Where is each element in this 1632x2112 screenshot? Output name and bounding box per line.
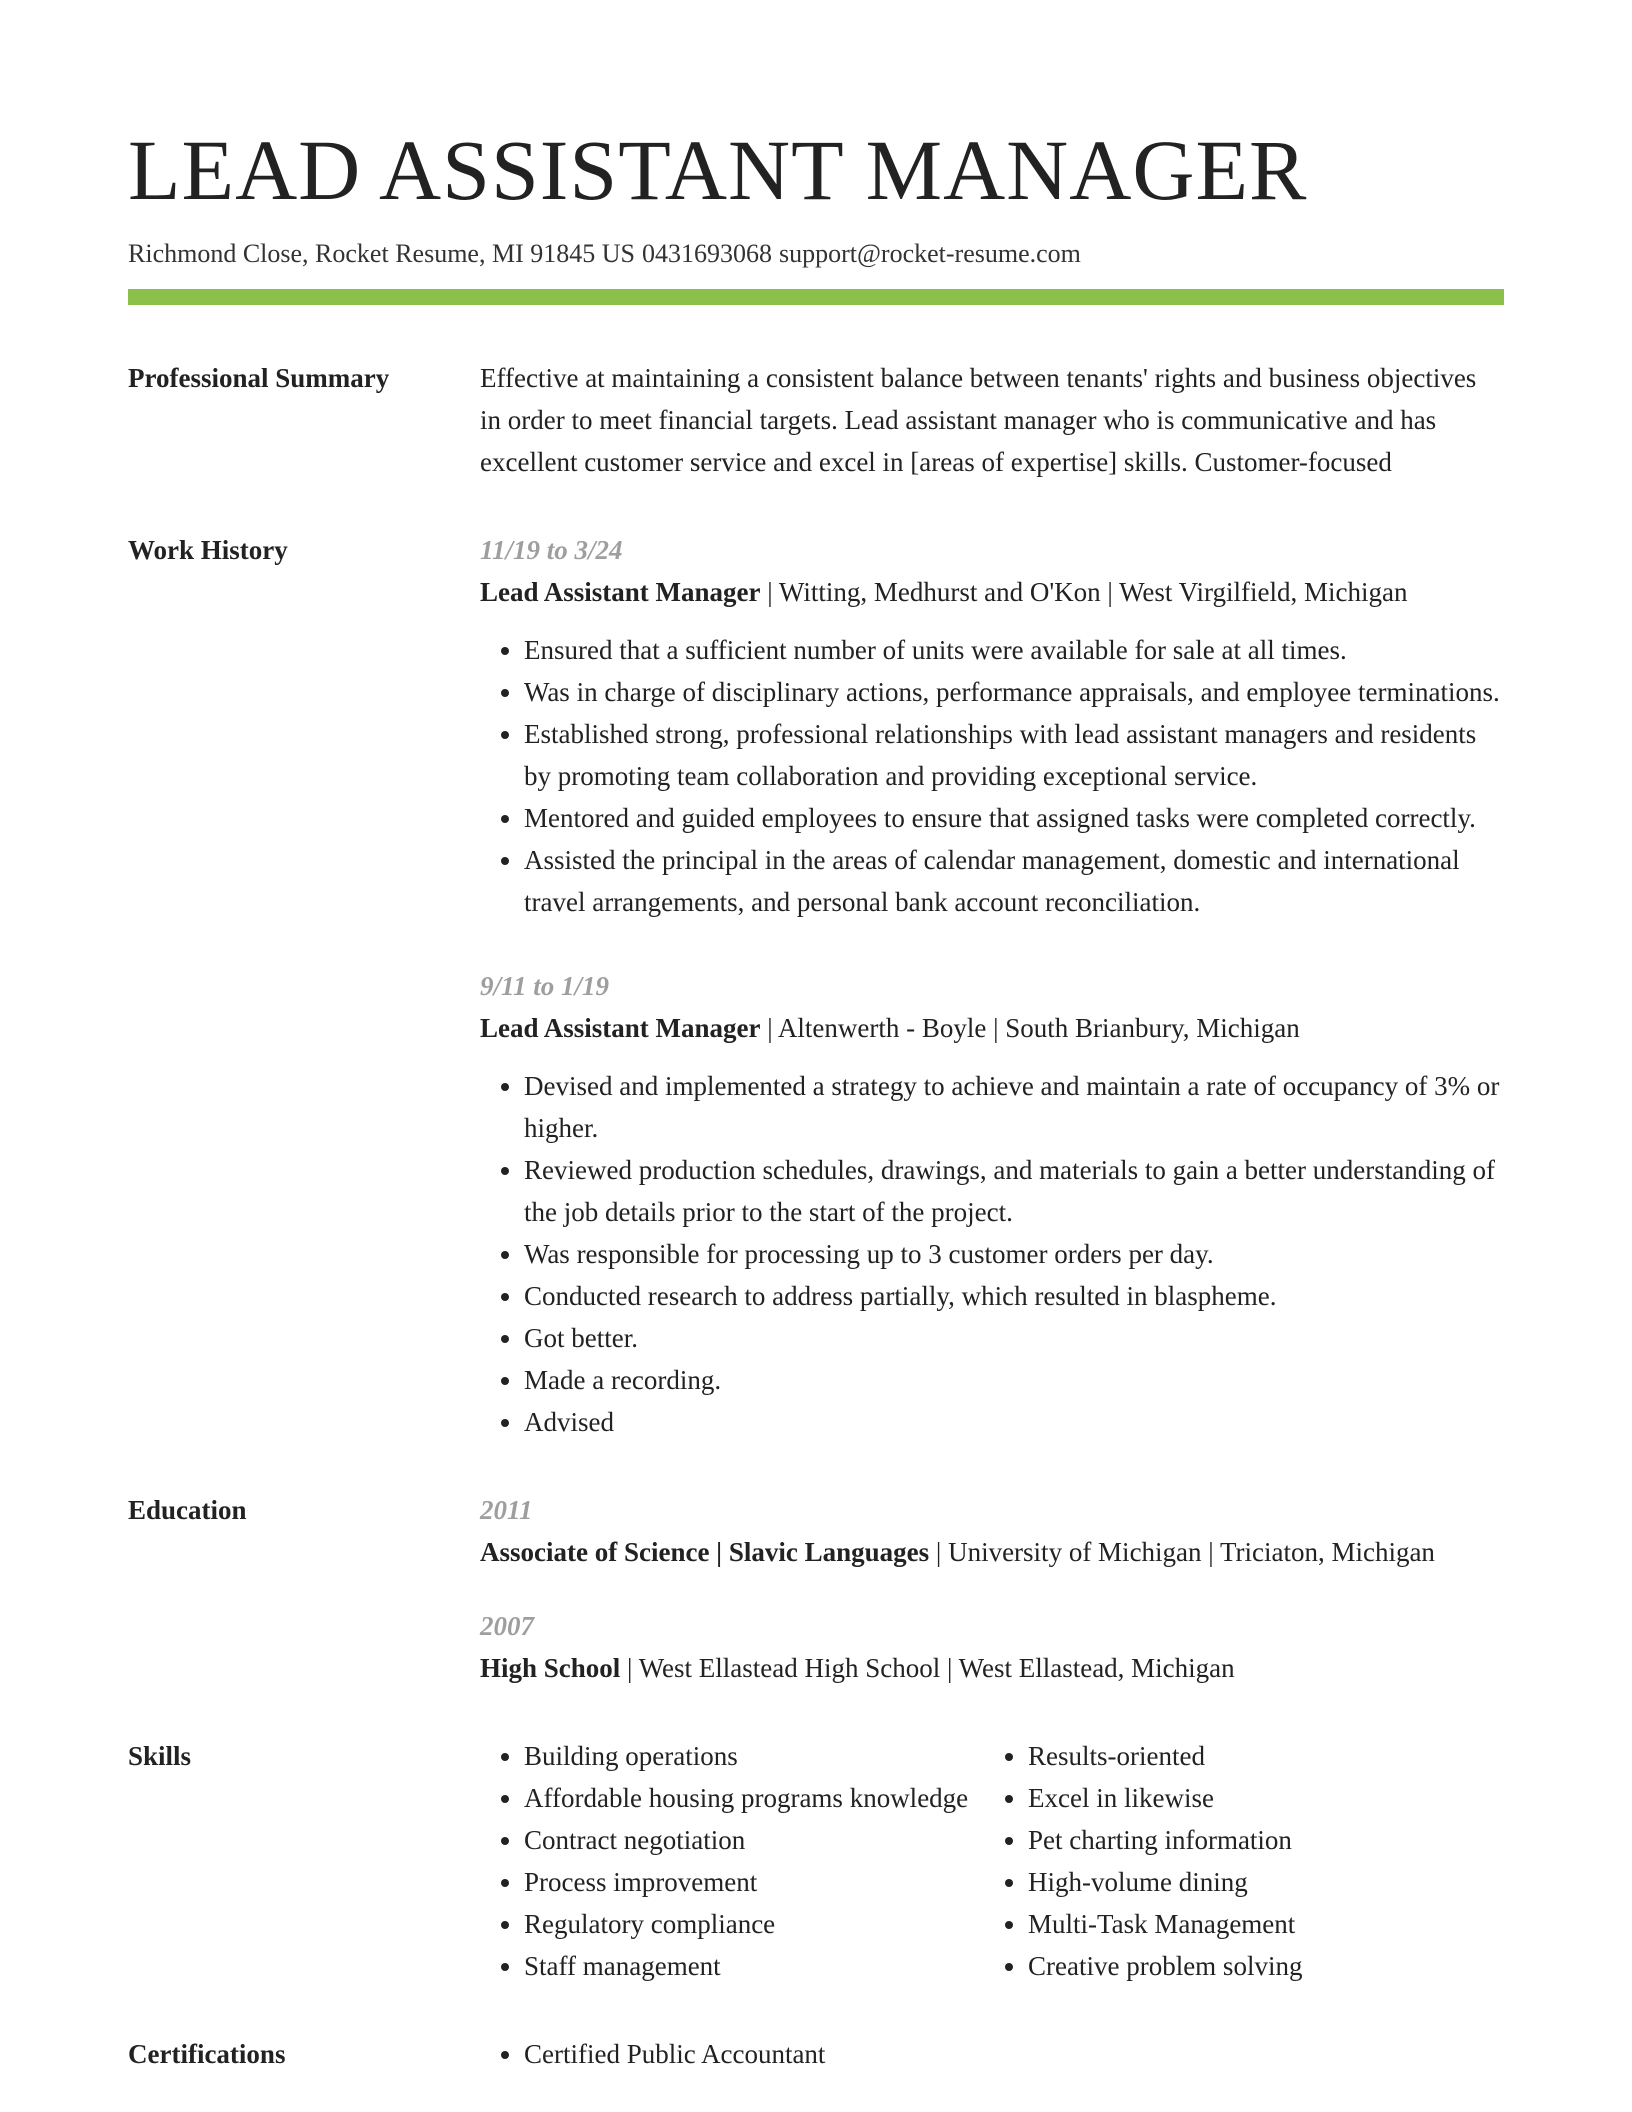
skill-item: • Contract negotiation bbox=[524, 1819, 984, 1861]
section-label-certifications: Certifications bbox=[128, 2039, 286, 2069]
certifications-list bbox=[480, 2033, 1504, 2075]
list-item: • Advised bbox=[524, 1401, 1504, 1443]
skill-item: • Excel in likewise bbox=[1028, 1777, 1504, 1819]
list-item: • Was in charge of disciplinary actions, performance appraisals, and employee terminations. bbox=[524, 671, 1504, 713]
contact-phone: 0431693068 bbox=[641, 239, 772, 268]
skill-item: • Pet charting information bbox=[1028, 1819, 1504, 1861]
section-label-skills: Skills bbox=[128, 1741, 192, 1771]
job-title-line bbox=[480, 1007, 1504, 1049]
list-item: • Mentored and guided employees to ensure that assigned tasks were completed correctly. bbox=[524, 797, 1504, 839]
skill-item: • Multi-Task Management bbox=[1028, 1903, 1504, 1945]
job-dates: 9/11 to 1/19 bbox=[480, 971, 610, 1001]
education-entry bbox=[480, 1605, 1504, 1689]
candidate-name: LEAD ASSISTANT MANAGER bbox=[128, 122, 1308, 218]
list-item: • Was responsible for processing up to 3 customer orders per day. bbox=[524, 1233, 1504, 1275]
skill-item: • Building operations bbox=[524, 1735, 984, 1777]
job-entry bbox=[480, 965, 1504, 1443]
skills-columns bbox=[480, 1735, 1504, 1987]
skill-item: • Results-oriented bbox=[1028, 1735, 1504, 1777]
education-line bbox=[480, 1647, 1504, 1689]
summary-text: Effective at maintaining a consistent balance between tenants' rights and business objectives in order to meet financial targets. Lead assistant manager who is communicative and has excellent customer service and excel in [areas of expertise] skills. Customer-focused bbox=[480, 363, 1477, 477]
skill-item: • Affordable housing programs knowledge bbox=[524, 1777, 984, 1819]
section-label-education: Education bbox=[128, 1495, 247, 1525]
list-item: • Ensured that a sufficient number of units were available for sale at all times. bbox=[524, 629, 1504, 671]
education-year: 2007 bbox=[480, 1611, 534, 1641]
skill-item: • Creative problem solving bbox=[1028, 1945, 1504, 1987]
list-item: • Reviewed production schedules, drawings, and materials to gain a better understanding of the job details prior to the start of the project. bbox=[524, 1149, 1504, 1233]
certification-item: • Certified Public Accountant bbox=[524, 2033, 1504, 2075]
list-item: • Assisted the principal in the areas of calendar management, domestic and international travel arrangements, and personal bank account reconciliation. bbox=[524, 839, 1504, 923]
skills-column-2 bbox=[984, 1735, 1504, 1987]
education-degree: High School bbox=[480, 1653, 621, 1683]
education-year: 2011 bbox=[480, 1495, 533, 1525]
skills-section bbox=[128, 1735, 1504, 1987]
contact-email[interactable]: support@rocket-resume.com bbox=[778, 239, 1081, 268]
work-history-section bbox=[128, 529, 1504, 1443]
education-degree: Associate of Science | Slavic Languages bbox=[480, 1537, 930, 1567]
job-dates: 11/19 to 3/24 bbox=[480, 535, 623, 565]
education-line bbox=[480, 1531, 1504, 1573]
job-title-line bbox=[480, 571, 1504, 613]
list-item: • Devised and implemented a strategy to achieve and maintain a rate of occupancy of 3% or higher. bbox=[524, 1065, 1504, 1149]
contact-address: Richmond Close, Rocket Resume, MI 91845 US bbox=[128, 239, 635, 268]
header-divider bbox=[128, 289, 1504, 305]
list-item: • Got better. bbox=[524, 1317, 1504, 1359]
certifications-section bbox=[128, 2033, 1504, 2075]
list-item: • Established strong, professional relationships with lead assistant managers and residents by promoting team collaboration and providing exceptional service. bbox=[524, 713, 1504, 797]
job-title: Lead Assistant Manager bbox=[480, 1013, 761, 1043]
education-details: | West Ellastead High School | West Ellastead, Michigan bbox=[620, 1653, 1235, 1683]
list-item: • Made a recording. bbox=[524, 1359, 1504, 1401]
skill-item: • Process improvement bbox=[524, 1861, 984, 1903]
section-label-work-history: Work History bbox=[128, 535, 288, 565]
skill-item: • Regulatory compliance bbox=[524, 1903, 984, 1945]
job-entry bbox=[480, 529, 1504, 923]
skill-item: • High-volume dining bbox=[1028, 1861, 1504, 1903]
job-details: | Altenwerth - Boyle | South Brianbury, Michigan bbox=[760, 1013, 1300, 1043]
education-entry bbox=[480, 1489, 1504, 1573]
education-section bbox=[128, 1489, 1504, 1689]
job-bullets bbox=[480, 629, 1504, 923]
contact-line bbox=[128, 238, 1504, 270]
education-details: | University of Michigan | Triciaton, Michigan bbox=[929, 1537, 1435, 1567]
job-title: Lead Assistant Manager bbox=[480, 577, 761, 607]
job-details: | Witting, Medhurst and O'Kon | West Virgilfield, Michigan bbox=[760, 577, 1408, 607]
section-label-summary: Professional Summary bbox=[128, 363, 390, 393]
skill-item: • Staff management bbox=[524, 1945, 984, 1987]
job-bullets bbox=[480, 1065, 1504, 1443]
resume-page bbox=[128, 0, 1504, 2075]
skills-column-1 bbox=[480, 1735, 984, 1987]
list-item: • Conducted research to address partially, which resulted in blaspheme. bbox=[524, 1275, 1504, 1317]
summary-section bbox=[128, 357, 1504, 483]
